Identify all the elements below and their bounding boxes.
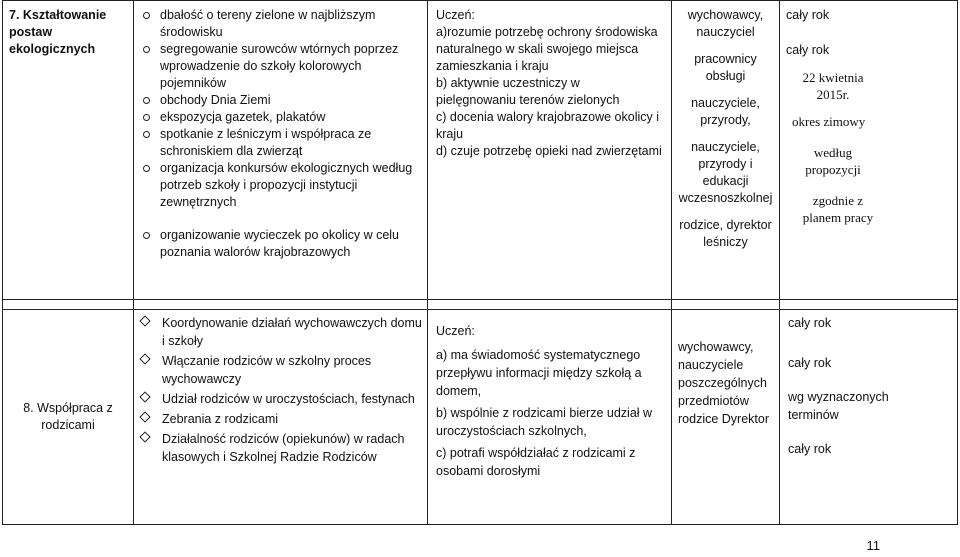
list-item: Udział rodziców w uroczystościach, festynach (134, 390, 427, 408)
outcomes-label: Uczeń: (436, 8, 475, 22)
table-row (3, 310, 958, 525)
deadline-entry: cały rok (788, 316, 832, 330)
list-item: organizacja konkursów ekologicznych według potrzeb szkoły i propozycji instytucji zewnętrznych (134, 160, 427, 211)
task-list (134, 314, 427, 466)
responsible-entry: wychowawcy, nauczyciele poszczególnych przedmiotów rodzice Dyrektor (678, 340, 769, 426)
section-cell (3, 310, 134, 525)
outcome: a)rozumie potrzebę ochrony środowiska naturalnego w skali swojego miejsca zamieszkania i kraju (436, 25, 658, 73)
list-item: Koordynowanie działań wychowawczych domu i szkoły (134, 314, 427, 350)
outcome: a) ma świadomość systematycznego przepływu informacji między szkołą a domem, (436, 348, 642, 398)
deadline-cell (780, 1, 958, 300)
responsible-cell (672, 1, 780, 300)
table-row (3, 1, 958, 300)
deadline-entry: 22 kwietnia 2015r. (802, 70, 864, 102)
outcome: c) docenia walory krajobrazowe okolicy i kraju (436, 110, 660, 141)
task-list (134, 7, 427, 261)
tasks-cell (134, 1, 428, 300)
deadline-entry: cały rok (788, 442, 832, 456)
responsible-entry: pracownicy obsługi (694, 52, 757, 83)
deadline-entry: cały rok (786, 8, 830, 22)
deadline-entry: cały rok (788, 356, 832, 370)
outcomes-label: Uczeń: (436, 324, 475, 338)
page-number: 11 (866, 538, 880, 553)
outcome: b) wspólnie z rodzicami bierze udział w uroczystościach szkolnych, (436, 406, 653, 438)
outcome: c) potrafi współdziałać z rodzicami z osobami dorosłymi (436, 446, 636, 478)
deadline-cell (780, 310, 958, 525)
row-gap (3, 300, 958, 310)
deadline-entry: zgodnie z planem pracy (802, 193, 874, 225)
outcome: d) czuje potrzebę opieki nad zwierzętami (436, 144, 662, 158)
deadline-entry: według propozycji (805, 145, 861, 177)
responsible-entry: nauczyciele, przyrody i edukacji wczesnoszkolnej (678, 140, 773, 205)
tasks-cell (134, 310, 428, 525)
section-title: 7. Kształtowanie postaw ekologicznych (9, 8, 107, 56)
list-item: obchody Dnia Ziemi (134, 92, 427, 109)
section-cell (3, 1, 134, 300)
outcomes-cell (428, 1, 672, 300)
list-item: Działalność rodziców (opiekunów) w radach klasowych i Szkolnej Radzie Rodziców (134, 430, 427, 466)
deadline-entry: okres zimowy (792, 114, 866, 129)
list-item: organizowanie wycieczek po okolicy w celu poznania walorów krajobrazowych (134, 227, 427, 261)
list-item: Zebrania z rodzicami (134, 410, 427, 428)
outcome: b) aktywnie uczestniczy w pielęgnowaniu terenów zielonych (436, 76, 620, 107)
plan-table (2, 0, 958, 525)
list-item: dbałość o tereny zielone w najbliższym środowisku (134, 7, 427, 41)
list-item: spotkanie z leśniczym i współpraca ze schroniskiem dla zwierząt (134, 126, 427, 160)
list-item: segregowanie surowców wtórnych poprzez wprowadzenie do szkoły kolorowych pojemników (134, 41, 427, 92)
responsible-cell (672, 310, 780, 525)
deadline-entry: cały rok (786, 43, 830, 57)
responsible-entry: wychowawcy, nauczyciel (687, 8, 764, 39)
list-item: ekspozycja gazetek, plakatów (134, 109, 427, 126)
list-item: Włączanie rodziców w szkolny proces wychowawczy (134, 352, 427, 388)
deadline-entry: wg wyznaczonych terminów (788, 390, 889, 422)
responsible-entry: rodzice, dyrektor leśniczy (679, 218, 772, 249)
outcomes-cell (428, 310, 672, 525)
responsible-entry: nauczyciele, przyrody, (691, 96, 760, 127)
section-title: 8. Współpraca z rodzicami (23, 401, 113, 432)
